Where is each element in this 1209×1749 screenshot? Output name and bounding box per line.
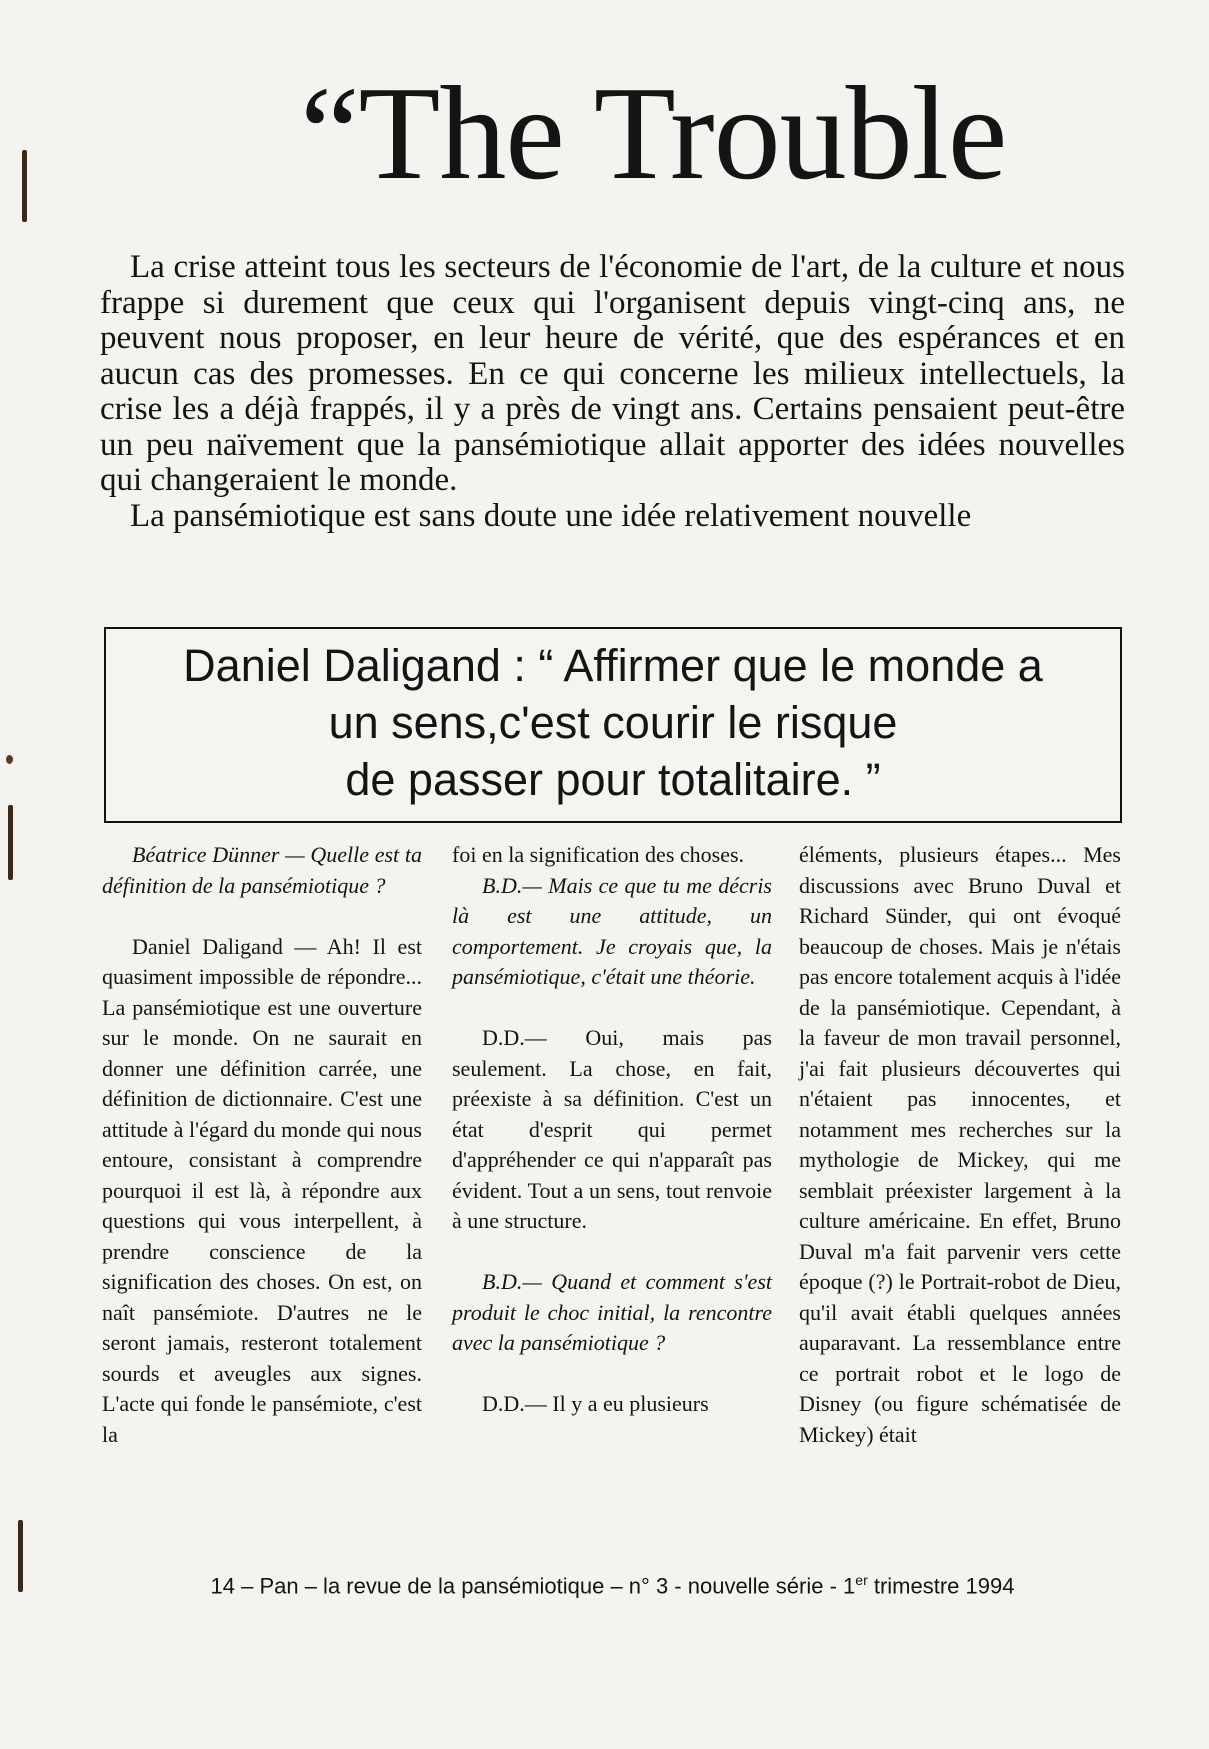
pull-quote-line: de passer pour totalitaire. ” <box>345 754 881 805</box>
text-column-1 <box>102 840 422 1450</box>
punch-hole <box>6 755 13 764</box>
footer-suffix: trimestre 1994 <box>867 1573 1015 1599</box>
binding-mark-bottom <box>18 1520 23 1592</box>
intro-text <box>100 250 1125 534</box>
text-column-2 <box>452 840 772 1420</box>
footer-text: 14 – Pan – la revue de la pansémiotique – n° 3 - nouvelle série - 1 <box>210 1573 856 1599</box>
interview-answer: D.D.— Il y a eu plusieurs <box>482 1391 709 1416</box>
interview-answer: Daniel Daligand — Ah! Il est quasiment impossible de répondre... La pansémiotique est une ouverture sur le monde. On ne saurait en donner une définition carrée, une définition de dictionnaire. C'est une attitude à l'égard du monde qui nous entoure, consistant à comprendre pourquoi il est là, à répondre aux questions qui vous interpellent, à prendre conscience de la signification des choses. On est, on naît pansémiote. D'autres ne le seront jamais, resteront totalement sourds et aveugles aux signes. L'acte qui fonde le pansémiote, c'est la <box>102 933 422 1447</box>
binding-mark-middle <box>8 805 13 880</box>
interview-answer: foi en la signification des choses. <box>452 842 745 867</box>
intro-paragraph: La crise atteint tous les secteurs de l'économie de l'art, de la culture et nous frappe si durement que ceux qui l'organisent depuis vingt-cinq ans, ne peuvent nous proposer, en leur heure de vérité, que des espérances et en aucun cas des promesses. En ce qui concerne les milieux intellectuels, la crise les a déjà frappés, il y a près de vingt ans. Certains pensaient peut-être un peu naïvement que la pansémiotique allait apporter des idées nouvelles qui changeraient le monde. <box>100 249 1125 498</box>
pull-quote-line: un sens,c'est courir le risque <box>328 697 898 748</box>
binding-mark-top <box>22 150 27 222</box>
interview-answer: éléments, plusieurs étapes... Mes discussions avec Bruno Duval et Richard Sünder, qui ont évoqué beaucoup de choses. Mais je n'étais pas encore totalement acquis à l'idée de la pansémiotique. Cependant, à la faveur de mon travail personnel, j'ai fait plusieurs découvertes qui n'étaient pas innocentes, et notamment mes recherches sur la mythologie de Mickey, qui me semblait préexister largement à la culture américaine. En effet, Bruno Duval m'a fait parvenir vers cette époque (?) le Portrait-robot de Dieu, qu'il avait établi quelques années auparavant. La ressemblance entre ce portrait robot et le logo de Disney (ou figure schématisée de Mickey) était <box>799 842 1121 1447</box>
interview-question: Béatrice Dünner — Quelle est ta définition de la pansémiotique ? <box>102 842 422 898</box>
pull-quote-line: Daniel Daligand : “ Affirmer que le monde a <box>183 640 1043 691</box>
interview-answer: D.D.— Oui, mais pas seulement. La chose, en fait, préexiste à sa définition. C'est un état d'esprit qui permet d'appréhender ce qui n'apparaît pas évident. Tout a un sens, tout renvoie à une structure. <box>452 1025 772 1233</box>
interview-question: B.D.— Mais ce que tu me décris là est une attitude, un comportement. Je croyais que, la pansémiotique, c'était une théorie. <box>452 872 772 989</box>
text-column-3 <box>799 840 1121 1450</box>
article-title: “The Trouble <box>300 59 1007 207</box>
interview-question: B.D.— Quand et comment s'est produit le choc initial, la rencontre avec la pansémiotique ? <box>452 1269 772 1355</box>
footer-superscript: er <box>855 1572 868 1588</box>
page-footer <box>100 1572 1125 1599</box>
pull-quote-box <box>104 627 1122 823</box>
intro-paragraph: La pansémiotique est sans doute une idée relativement nouvelle <box>130 497 972 534</box>
